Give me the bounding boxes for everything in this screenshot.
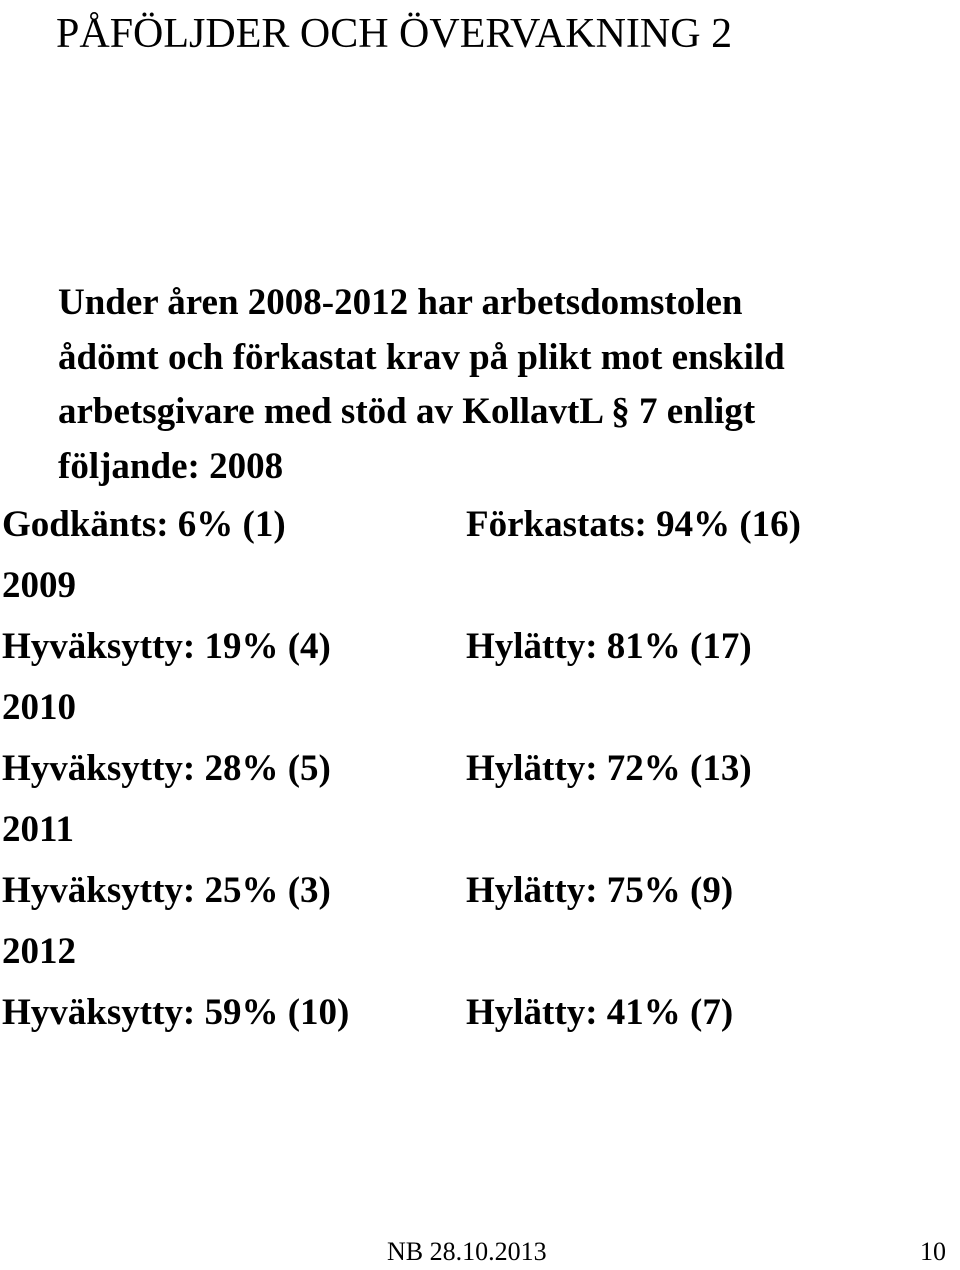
approved-2011: Hyväksytty: 25% (3) bbox=[2, 870, 331, 911]
page-number: 10 bbox=[920, 1237, 946, 1266]
approved-2009: Hyväksytty: 19% (4) bbox=[2, 626, 331, 667]
footer-date: NB 28.10.2013 bbox=[387, 1237, 547, 1266]
approved-2008: Godkänts: 6% (1) bbox=[2, 504, 286, 545]
year-label: 2011 bbox=[2, 809, 74, 850]
rejected-2012: Hylätty: 41% (7) bbox=[466, 992, 734, 1033]
intro-line: följande: 2008 bbox=[58, 445, 284, 487]
intro-line: Under åren 2008-2012 har arbetsdomstolen bbox=[58, 282, 743, 323]
rejected-2011: Hylätty: 75% (9) bbox=[466, 870, 734, 911]
page-title: PÅFÖLJDER OCH ÖVERVAKNING 2 bbox=[56, 11, 733, 57]
approved-2010: Hyväksytty: 28% (5) bbox=[2, 748, 331, 789]
intro-paragraph bbox=[58, 276, 785, 494]
approved-2012: Hyväksytty: 59% (10) bbox=[2, 992, 350, 1033]
year-label: 2010 bbox=[2, 687, 76, 728]
rejected-2010: Hylätty: 72% (13) bbox=[466, 748, 752, 789]
rejected-2008: Förkastats: 94% (16) bbox=[466, 504, 802, 545]
year-label: 2009 bbox=[2, 565, 76, 606]
rejected-2009: Hylätty: 81% (17) bbox=[466, 626, 752, 667]
intro-line: arbetsgivare med stöd av KollavtL § 7 enligt bbox=[58, 391, 756, 432]
year-label: 2012 bbox=[2, 931, 76, 972]
intro-line: ådömt och förkastat krav på plikt mot enskild bbox=[58, 336, 785, 378]
